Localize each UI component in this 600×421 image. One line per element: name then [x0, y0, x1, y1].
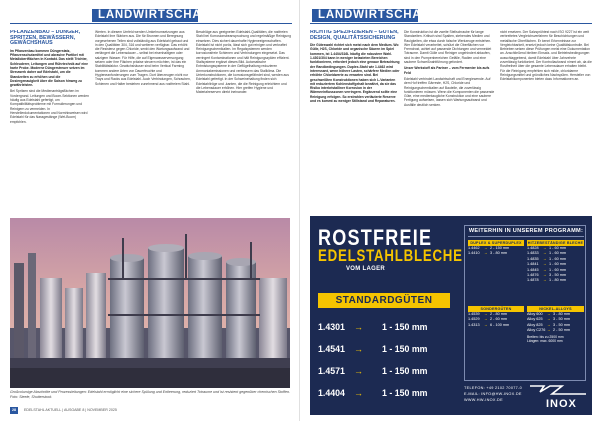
grade-material: 1.4301 — [318, 322, 345, 332]
article-column-1 — [10, 30, 90, 215]
ad-title: ROSTFREIE — [318, 225, 433, 250]
arrow-icon: → — [484, 246, 488, 250]
grade: Alloy 600 — [527, 312, 543, 316]
grade-row — [318, 338, 452, 360]
ad-subtitle: VOM LAGER — [346, 266, 386, 272]
email-link[interactable]: E-MAIL: INFO@HW-INOX.DE — [464, 392, 522, 396]
page-number: 28 — [12, 408, 16, 412]
article-paragraph: Werten. In diesem Umfeld werden Umkehrumsetzungen aus Edelstahl ihre Stärken aus. Die für Brunnen und Beregnung vorgesehenen Teilen sind vollständig aus Edelstahl gebaut und in den Qualitäten 304, 316 und weiteren verfügbar. Das erhöht die Resistenz gegen Chloride, senkt den Wartungsaufwand und verlängert die Lebensdauer – selbst bei eisenhaltigem oder salzigem Wasser. Für Hilfe, die auf Eigenwasserversorgung setzen oder ihre Flächen präzise steuern möchten, ist das ein Stabilitätsfaktor. Gewächshäuser sind beim Vertical Farming kommen andere Arten von Dauerfeuchte und Hygieneanforderungen zum Tragen. Dort überzeugen nicht nur Trays und Racks aus Edelstahl. Auch Verbindungen, Schrauben, Schienen und Halter bestehen zunehmend aus rostfreiem Stahl. — [95, 30, 191, 86]
grade: Alloy 825 — [527, 322, 543, 327]
arrow-icon: → — [484, 312, 488, 316]
grade: 1.4841 — [527, 262, 539, 267]
ad-title-highlight: EDELSTAHLBLECHE — [318, 246, 463, 265]
nickel-alloys-label: NICKEL-ALLOYS — [527, 306, 584, 312]
phone-text: TELEFON: +49 2102 70077-0 — [464, 386, 523, 390]
duplex-label: DUPLEX & SUPERDUPLEX — [468, 240, 524, 246]
silo-plant-photo — [10, 218, 290, 388]
range: 2 - 50 mm — [553, 328, 571, 333]
range: 1 - 60 mm — [549, 246, 567, 250]
steel-sheet-advertisement — [310, 216, 592, 415]
range: 1 - 60 mm — [549, 267, 567, 272]
website-link[interactable]: WWW.HW-INOX.DE — [464, 398, 503, 402]
range: 1 - 80 mm — [549, 278, 567, 283]
arrow-icon: → — [354, 366, 363, 376]
article-paragraph: nicht ersetzen. Der Salzsprühtest nach ISO 9227 ist ein weit verbreitetes Vergleichsverfahren für Beschichtungen und metallische Oberflächen. Er kennt Erkenntnisse zur Vergleichbarkeit, ersetzt jedoch keine Qualitätskontrolle. Bei Betrieben setzen diese Prüfungen meist eine Dokumentation an. Anschließend bleiben Einsatz- und Betriebsbedingungen ausschlaggebend, damit Edelstahl über Jahrzehnte zuverlässig funktioniert. Der Kontrollaufwand nimmt ab, da die Rostfreiheit über die gesamte Lebensdauer erhalten bleibt. Für die Reinigung empfehlen sich milde, chloridarme Reinigungsmittel und gründliches Nachspülen. Hersteller von Edelstahlkomponenten bieten dazu Informationen an. — [500, 30, 592, 82]
grade-range: 1 - 150 mm — [382, 366, 428, 376]
range: 3 - 50 mm — [553, 322, 571, 327]
program-divider — [468, 236, 584, 237]
article-paragraph: Beschläge aus geeigneten Edelstahl-Qualitäten, die rostfreien Stahl bei Korrosionsbeanspruchung und regelmäßige Reinigung einsetzen. Dies sichert dauerhafte Hygieneeigenschaften. Edelstahl ist nicht porös, lässt sich gut reinigen und verkraftet Reinigungschemikalien. Im Regalsystemen werden korrosionsfreie Schienen und Verbindungen eingesetzt. Das verringert Kontaminationen und hält Reinigungszyklen effizient. Stallsysteme ergänzt dieses Bild. Automatische Entmistungssysteme in der Geflügelhaltung reduzieren Ammoniakemissionen und verbessern das Stallklima. Die Unterkonstruktionen, die korrosionsgefährdet sind, werden aus Edelstahl gefertigt. In der Schweinehaltung finden sich Edelstahltröge und -kanten, die die Reinigung erleichtern und die Lebensdauer erhöhen. Hier greifen Hygiene und Materialreserven direkt ineinander. — [196, 30, 291, 95]
range: 1 - 60 mm — [549, 251, 567, 256]
heat-resistant-table — [527, 240, 584, 284]
article-column-1 — [310, 30, 400, 213]
article-paragraph: Bei Spritzen sind die Medienanträgsflächen im Vordergrund. Leitungen und Boom-Sektionen werden häufig aus Edelstahl gefertigt, um Kompatibilitätsprobleme mit Formulierungen und Reinigern zu vermeiden. In Herstellerdokumentationen und Normhinweisen wird Edelstahl für das Nassgestänge (Wet-Boom) empfohlen. — [10, 89, 90, 124]
grade-material: 1.4571 — [318, 366, 345, 376]
nickel-alloys-table — [527, 306, 584, 343]
grade-range: 1 - 150 mm — [382, 388, 428, 398]
arrow-icon: → — [543, 278, 547, 283]
program-title: WEITERHIN IN UNSEREM PROGRAMM: — [468, 228, 584, 234]
grade-material: 1.4541 — [318, 344, 345, 354]
grade: 1.4878 — [527, 278, 539, 283]
article-paragraph: Die Konstruktion ist die zweite Stellschraube für lange Standzeiten. Kritisch sind Spalten, stehendes Medien und Rauigkeiten, die etwa durch falsche Werkzeuge entstehen. Wer Edelstahl verarbeitet, schützt die Oberflächen vor Fremdrost, achtet auf passende Dichtungen und vermeidet Totraume. Damit Gülle und Reiniger ungehindert ablaufen, sind in den Pumpenbereichen Gefälle, Radien und eine saubere Schweißnahtführung gefordert. — [404, 30, 492, 65]
heat-resistant-label: HITZEBESTÄNDIGE BLECHE — [527, 241, 584, 245]
grade: 1.4876 — [527, 273, 539, 278]
grade-range: 1 - 150 mm — [382, 344, 428, 354]
grade-row — [318, 360, 452, 382]
article-subheading: Unser Werkstoff als Partner – vom Fermenter bis aufs Feld — [404, 66, 490, 75]
silo-plant-illustration — [10, 218, 290, 388]
range: 2 - 60 mm — [490, 317, 508, 322]
range: 1 - 60 mm — [549, 256, 567, 261]
arrow-icon: → — [543, 256, 547, 261]
arrow-icon: → — [547, 317, 551, 322]
duplex-table — [468, 240, 524, 257]
arrow-icon: → — [484, 322, 488, 327]
arrow-icon: → — [543, 262, 547, 267]
grade: 1.4833 — [527, 251, 539, 256]
grade-material: 1.4404 — [318, 388, 345, 398]
standard-grades-banner: STANDARDGÜTEN — [318, 293, 450, 308]
range: 6 - 100 mm — [490, 322, 510, 327]
article-column-3 — [196, 30, 292, 215]
grade: 1.4828 — [527, 246, 539, 250]
grade: 1.4313 — [468, 322, 480, 327]
arrow-icon: → — [543, 267, 547, 272]
arrow-icon: → — [543, 273, 547, 278]
range: 3 - 50 mm — [553, 317, 571, 322]
logo-text: INOX — [546, 398, 577, 410]
arrow-icon: → — [543, 246, 547, 250]
arrow-icon: → — [354, 388, 363, 398]
arrow-icon: → — [484, 251, 488, 256]
range: 3 - 80 mm — [553, 312, 571, 316]
special-grades-table — [468, 306, 524, 328]
range: 3 - 50 mm — [549, 273, 567, 278]
arrow-icon: → — [354, 344, 363, 354]
hw-inox-logo-mark — [528, 384, 588, 410]
grade: 1.4539 — [468, 312, 480, 316]
arrow-icon: → — [547, 322, 551, 327]
table-row — [468, 323, 524, 328]
grade: Alloy 625 — [527, 317, 543, 322]
header-rule — [10, 23, 292, 24]
grade: 1.4845 — [527, 267, 539, 272]
grade: Alloy C276 — [527, 328, 546, 333]
page-footer — [10, 407, 117, 414]
dimension-note: Breiten: bis zu 2500 mm — [527, 334, 564, 339]
grade-row — [318, 316, 452, 338]
grade: 1.4410 — [468, 251, 480, 256]
range: 3 - 80 mm — [490, 251, 508, 256]
arrow-icon: → — [354, 322, 363, 332]
range: 1 - 60 mm — [549, 262, 567, 267]
footer-text: EDELSTAHL AKTUELL | AUSGABE 8 | NOVEMBER 2025 — [24, 408, 117, 412]
article-column-2 — [95, 30, 191, 215]
photo-caption: Großvolumige Abschnitte und Prozessleitungen: Edelstahl ermöglicht eine sichere Spülung und Entleerung, reduziert Totraume und ist resistent gegenüber chemischen Stoffen. Foto: Steele, Shutterstock. — [10, 390, 291, 399]
article-column-3 — [500, 30, 592, 213]
article-column-2 — [404, 30, 496, 213]
article-heading: PFLANZENBAU – DÜNGER, SPRITZEN, BEWÄSSERN, GEWÄCHSHAUS — [10, 30, 81, 47]
grade: 1.4529 — [468, 317, 480, 322]
table-row — [527, 328, 584, 333]
arrow-icon: → — [543, 251, 547, 256]
section-label: LANDWIRTSCHAFT — [92, 9, 198, 22]
range: 2 - 80 mm — [490, 312, 508, 316]
article-paragraph: Edelstahl verbindet Landwirtschaft und Energiewende. Auf dem Hof treffen Gärreste, H2S, Chloride und Reinigungschemikalien auf Bauteile, die zuverlässig funktionieren müssen. Wenn die Komponenten die passende Güte, eine medientaugliche Konstruktion und eine saubere Fertigung aufweisen, lassen sich Wartungsaufwand und Ausfälle deutlich senken. — [404, 76, 495, 107]
special-grades-label: SONDERGÜTEN — [468, 306, 524, 312]
grade-range: 1 - 150 mm — [382, 322, 428, 332]
grade: 1.4462 — [468, 246, 480, 250]
hw-inox-logo — [528, 384, 588, 410]
dimension-note: Längen: max. 6000 mm — [527, 339, 563, 344]
arrow-icon: → — [547, 312, 551, 316]
right-page — [300, 0, 600, 421]
table-row — [527, 278, 584, 283]
standard-grades-list — [318, 316, 452, 404]
article-lead: Die Güteswahl richtet sich meist nach dem Medium. Wo Gülle, H2S, Chloride und organische Säuren im Spiel kommen, ist 1.4404/316L häufig die robustere Wahl. 1.4301/304 kann in weniger belasteten Bereichen funktionieren, erfordert jedoch eine genaue Betrachtung der Randbedingungen. Duplex-Stahl wie 1.4462 wird interessant, wenn höhere Lasten, schärfere Medien oder erhöhte Chloridwerte zu erwarten sind. Bei geschweißten Konstruktionen haben sich L-Varianten mit reduziertem Kohlenstoffgehalt bewährt, da sie das Risiko interkristalliner Korrosion in der Wärmeeinflusszonen verringern. Ergänzend sollte eine Reinigung erfolgen. So erstrahlen verläuterte Reserve und es kommt zu weniger Stillstand und Reparaturen. — [310, 43, 400, 104]
section-label: LANDWIRTSCHAFT — [312, 9, 418, 22]
table-row — [468, 251, 524, 256]
range: 2 - 150 mm — [490, 246, 510, 250]
article-heading: RICHTIG SPEZIFIZIEREN – GÜTEN, DESIGN, QUALITÄTSSICHERUNG — [310, 30, 399, 41]
grade: 1.4835 — [527, 256, 539, 261]
arrow-icon: → — [484, 317, 488, 322]
contact-block — [464, 385, 522, 403]
article-lead: Im Pflanzenbau kommen Düngerstatz, Pflanzenschutzmittel und abrasive Partikel mit Metallobertflächen in Kontakt. Das stellt Trichter, Schleuderer, Leitungen und Rührtechnik auf eine harte Probe. Moderne Düngerstreuer setzen im Streuwerk daher auf Edelstahl, um die Standzeiten zu erhöhen und die Dosiergenauigkeit über die Saison hinweg zu gewährleisten. — [10, 48, 89, 88]
program-box — [464, 225, 586, 381]
arrow-icon: → — [547, 328, 551, 333]
grade-row — [318, 382, 452, 404]
header-rule — [310, 23, 592, 24]
